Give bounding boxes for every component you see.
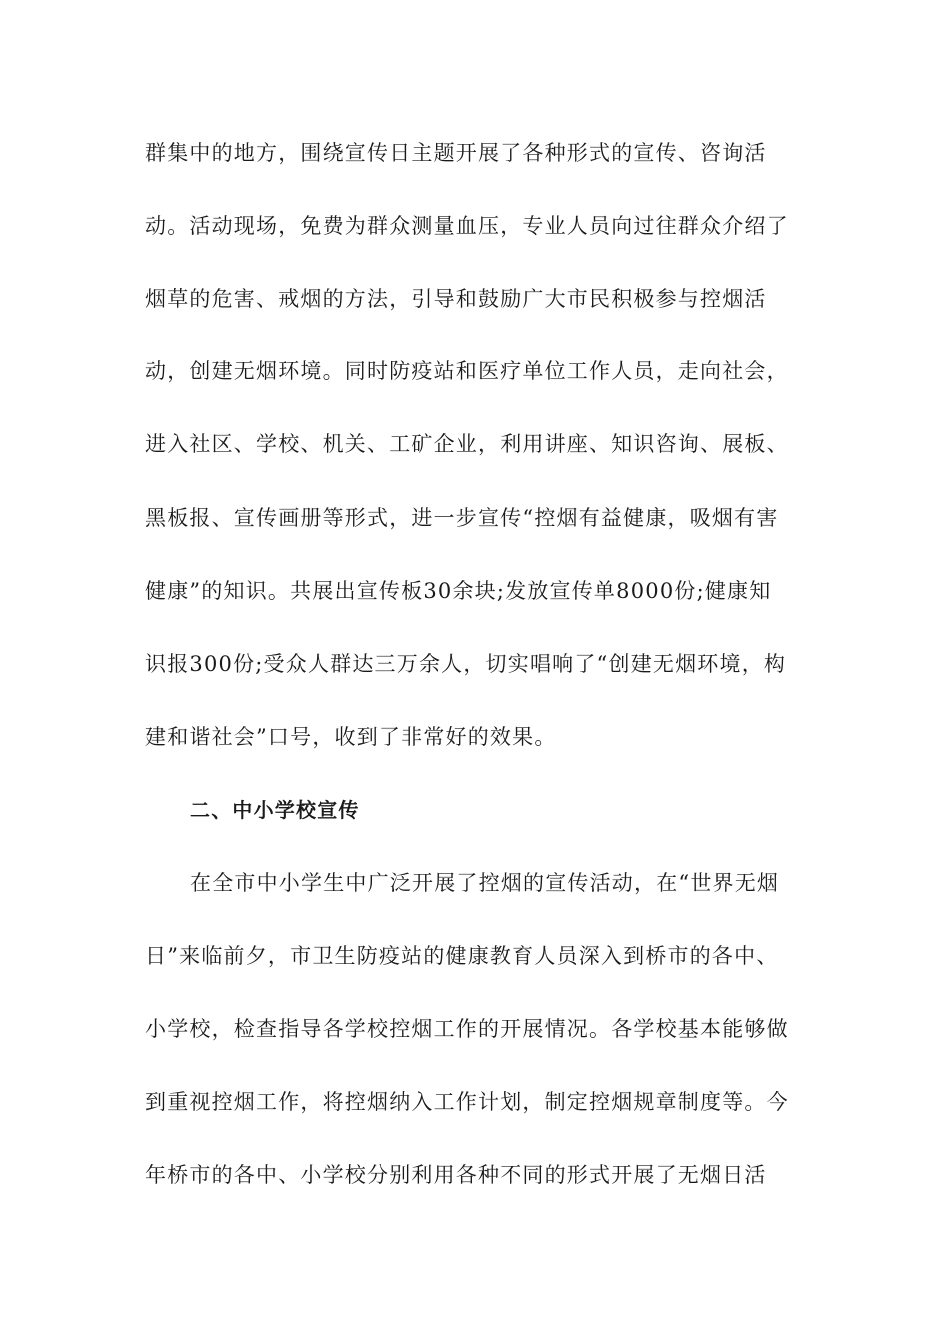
paragraph-line: 小学校，检查指导各学校控烟工作的开展情况。各学校基本能够做 [145,1017,789,1041]
section-heading: 二、中小学校宣传 [190,798,360,822]
paragraph-line: 群集中的地方，围绕宣传日主题开展了各种形式的宣传、咨询活 [145,141,767,165]
paragraph-line: 识报300份;受众人群达三万余人，切实唱响了“创建无烟环境，构 [145,652,787,676]
paragraph-line: 烟草的危害、戒烟的方法，引导和鼓励广大市民积极参与控烟活 [145,287,767,311]
paragraph-line: 动。活动现场，免费为群众测量血压，专业人员向过往群众介绍了 [145,214,789,238]
paragraph-line: 黑板报、宣传画册等形式，进一步宣传“控烟有益健康，吸烟有害 [145,506,779,530]
paragraph-line: 在全市中小学生中广泛开展了控烟的宣传活动，在“世界无烟 [190,871,780,895]
paragraph-line: 进入社区、学校、机关、工矿企业，利用讲座、知识咨询、展板、 [145,432,789,456]
paragraph-line: 健康”的知识。共展出宣传板30余块;发放宣传单8000份;健康知 [145,579,772,603]
paragraph-line: 日”来临前夕，市卫生防疫站的健康教育人员深入到桥市的各中、 [145,944,779,968]
paragraph-line: 到重视控烟工作，将控烟纳入工作计划，制定控烟规章制度等。今 [145,1090,789,1114]
paragraph-line: 动，创建无烟环境。同时防疫站和医疗单位工作人员，走向社会， [145,359,789,383]
paragraph-line: 建和谐社会”口号，收到了非常好的效果。 [145,725,557,749]
paragraph-line: 年桥市的各中、小学校分别利用各种不同的形式开展了无烟日活 [145,1163,767,1187]
